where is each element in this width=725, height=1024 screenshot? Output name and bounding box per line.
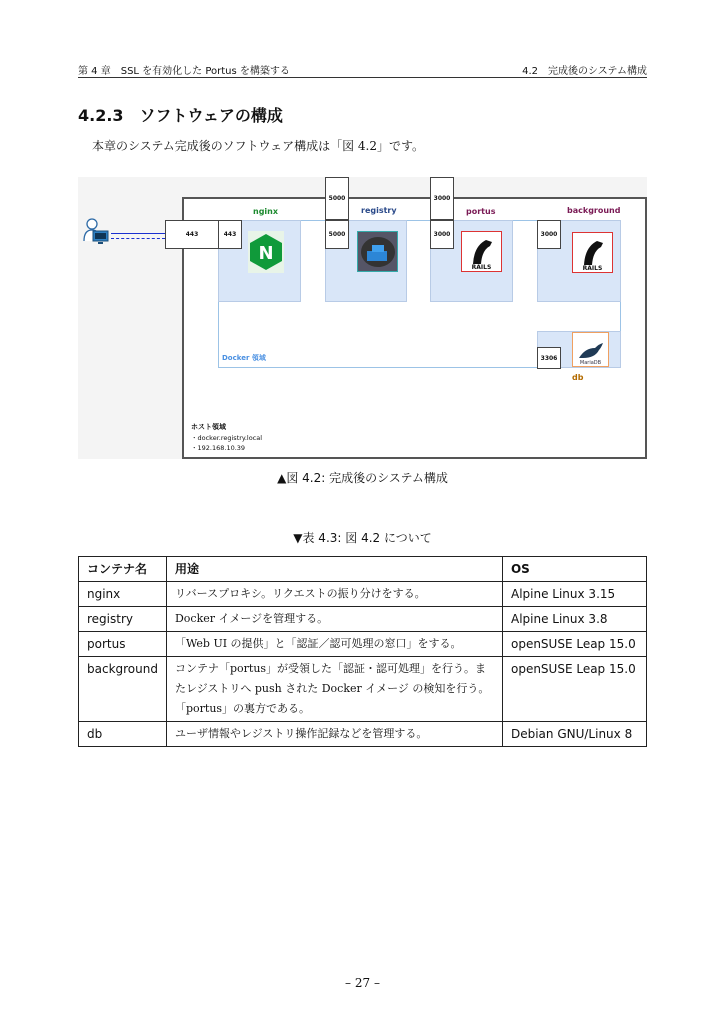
rails-text: RAILS [582, 265, 603, 272]
table-caption: ▼表 4.3: 図 4.2 について [293, 531, 432, 545]
cell-os: openSUSE Leap 15.0 [502, 632, 646, 657]
cell-purpose: 「Web UI の提供」と「認証／認可処理の窓口」をする。 [166, 632, 502, 657]
cell-purpose: Docker イメージを管理する。 [166, 607, 502, 632]
label-db: db [572, 373, 584, 382]
system-diagram [78, 177, 647, 459]
cell-name: background [79, 657, 167, 722]
container-table [78, 556, 647, 747]
label-portus: portus [466, 207, 496, 216]
port-host-5000: 5000 [325, 177, 349, 220]
label-nginx: nginx [253, 207, 279, 216]
cell-name: portus [79, 632, 167, 657]
running-header-chapter: 第 4 章 SSL を有効化した Portus を構築する [78, 66, 290, 77]
cell-name: db [79, 722, 167, 747]
nginx-logo-letter: N [258, 243, 274, 264]
port-nginx-443: 443 [218, 220, 242, 249]
rails-text: RAILS [471, 264, 492, 271]
mariadb-text: MariaDB [579, 360, 602, 366]
host-area-label: ホスト領域 [191, 423, 226, 431]
table-row [79, 657, 647, 722]
figure-caption: ▲図 4.2: 完成後のシステム構成 [277, 471, 448, 485]
header-cell: OS [502, 557, 646, 582]
portus-rails-logo-icon [461, 231, 502, 272]
port-portus-3000: 3000 [430, 220, 454, 249]
cell-purpose: リバースプロキシ。リクエストの振り分けをする。 [166, 582, 502, 607]
port-registry-5000: 5000 [325, 220, 349, 249]
background-rails-logo-icon [572, 232, 613, 273]
table-row [79, 582, 647, 607]
host-item: ・docker.registry.local [191, 434, 263, 442]
cell-os: openSUSE Leap 15.0 [502, 657, 646, 722]
page-number: – 27 – [345, 976, 380, 990]
host-item: ・192.168.10.39 [191, 444, 246, 452]
running-header-section: 4.2 完成後のシステム構成 [522, 66, 647, 77]
cell-name: registry [79, 607, 167, 632]
response-arrow [111, 238, 165, 239]
table-header-row [79, 557, 647, 582]
cell-os: Debian GNU/Linux 8 [502, 722, 646, 747]
header-cell: 用途 [166, 557, 502, 582]
table-row [79, 607, 647, 632]
header-cell: コンテナ名 [79, 557, 167, 582]
cell-os: Alpine Linux 3.15 [502, 582, 646, 607]
cell-purpose: コンテナ「portus」が受領した「認証・認可処理」を行う。またレジストリへ push された Docker イメージ の検知を行う。「portus」の裏方である。 [166, 657, 502, 722]
label-background: background [567, 206, 621, 215]
intro-paragraph: 本章のシステム完成後のソフトウェア構成は「図 4.2」です。 [92, 139, 425, 153]
label-registry: registry [361, 206, 397, 215]
table-row [79, 632, 647, 657]
port-db-3306: 3306 [537, 347, 561, 369]
cell-purpose: ユーザ情報やレジストリ操作記録などを管理する。 [166, 722, 502, 747]
request-arrow [111, 233, 165, 234]
header-rule [78, 77, 647, 78]
docker-area-label: Docker 領域 [222, 354, 266, 362]
registry-logo-icon [357, 231, 398, 272]
user-pc-icon [83, 217, 109, 247]
cell-os: Alpine Linux 3.8 [502, 607, 646, 632]
port-host-443: 443 [165, 220, 219, 249]
port-host-3000: 3000 [430, 177, 454, 220]
section-heading: 4.2.3 ソフトウェアの構成 [78, 106, 283, 125]
cell-name: nginx [79, 582, 167, 607]
nginx-logo-icon [248, 231, 284, 273]
table-row [79, 722, 647, 747]
port-background-3000: 3000 [537, 220, 561, 249]
mariadb-logo-icon [572, 332, 609, 367]
